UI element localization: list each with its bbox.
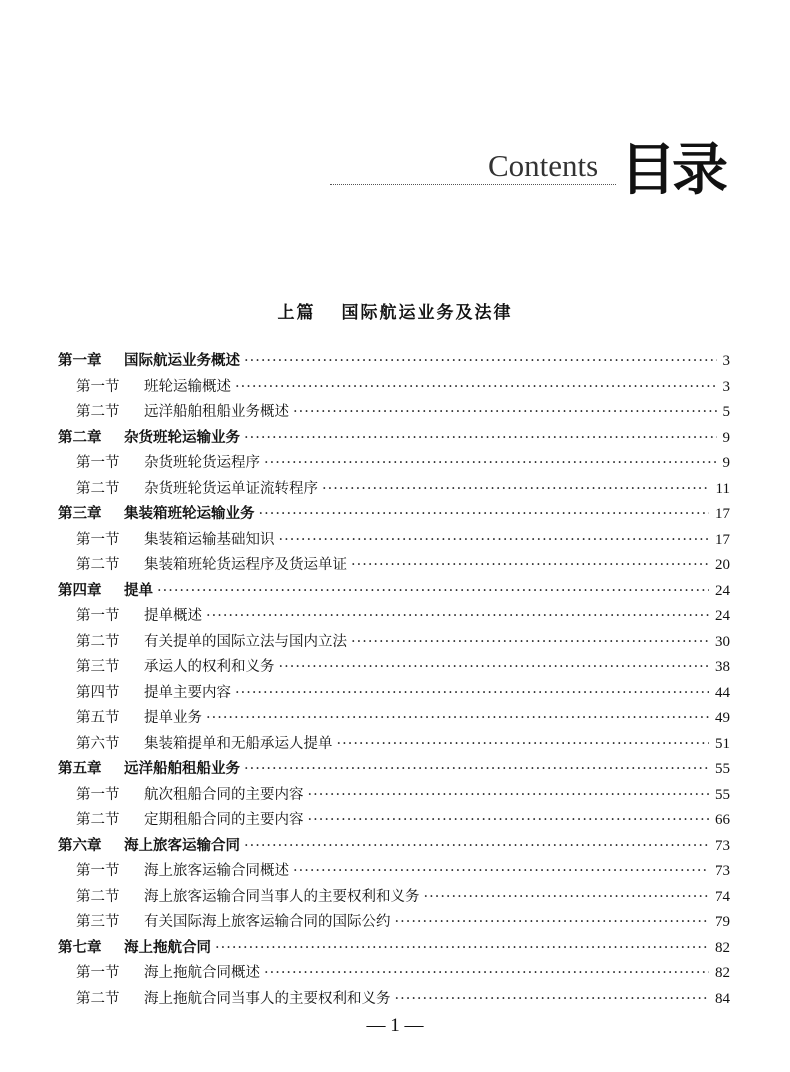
section-page-number: 55 bbox=[715, 786, 730, 803]
toc-section-entry[interactable] bbox=[58, 681, 730, 707]
chapter-page-number: 17 bbox=[715, 506, 730, 522]
part-name: 国际航运业务及法律 bbox=[341, 303, 513, 323]
chapter-page-number: 73 bbox=[715, 837, 730, 854]
dot-leader bbox=[293, 863, 709, 879]
section-title: 提单业务 bbox=[144, 710, 202, 726]
chapter-page-number: 82 bbox=[715, 939, 730, 956]
toc-section-entry[interactable] bbox=[58, 783, 730, 809]
toc-section-entry[interactable] bbox=[58, 375, 730, 401]
contents-word: Contents bbox=[488, 148, 599, 183]
section-page-number: 44 bbox=[715, 684, 730, 701]
dot-leader bbox=[337, 736, 710, 752]
section-number: 第一节 bbox=[76, 863, 120, 879]
dot-leader bbox=[244, 430, 717, 446]
toc-section-entry[interactable] bbox=[58, 655, 730, 681]
toc-chapter-entry[interactable] bbox=[58, 426, 730, 452]
section-number: 第六节 bbox=[76, 735, 120, 752]
toc-chapter-entry[interactable] bbox=[58, 502, 730, 528]
toc-section-entry[interactable] bbox=[58, 477, 730, 503]
section-title: 承运人的权利和义务 bbox=[144, 659, 275, 675]
toc-section-entry[interactable] bbox=[58, 706, 730, 732]
toc-section-entry[interactable] bbox=[58, 885, 730, 911]
dot-leader bbox=[244, 838, 709, 854]
section-title: 有关国际海上旅客运输合同的国际公约 bbox=[144, 914, 391, 930]
section-page-number: 82 bbox=[715, 965, 730, 981]
section-number: 第一节 bbox=[76, 786, 120, 803]
chapter-title: 海上拖航合同 bbox=[124, 939, 211, 956]
dot-leader bbox=[157, 583, 709, 599]
toc-section-entry[interactable] bbox=[58, 987, 730, 1013]
dot-leader bbox=[215, 940, 709, 956]
section-number: 第三节 bbox=[76, 914, 120, 930]
section-number: 第二节 bbox=[76, 404, 120, 420]
section-number: 第三节 bbox=[76, 659, 120, 675]
chapter-title: 远洋船舶租船业务 bbox=[124, 761, 240, 777]
toc-section-entry[interactable] bbox=[58, 732, 730, 758]
chapter-page-number: 9 bbox=[722, 429, 730, 446]
chapter-number: 第一章 bbox=[58, 353, 102, 369]
chapter-number: 第五章 bbox=[58, 761, 102, 777]
section-title: 集装箱班轮货运程序及货运单证 bbox=[144, 557, 347, 573]
chapter-title: 海上旅客运输合同 bbox=[124, 837, 240, 854]
section-number: 第一节 bbox=[76, 608, 120, 624]
toc-section-entry[interactable] bbox=[58, 528, 730, 554]
section-page-number: 30 bbox=[715, 633, 730, 650]
section-number: 第四节 bbox=[76, 684, 120, 701]
section-title: 集装箱运输基础知识 bbox=[144, 531, 275, 548]
toc-section-entry[interactable] bbox=[58, 961, 730, 987]
contents-header bbox=[330, 128, 730, 218]
section-title: 杂货班轮货运单证流转程序 bbox=[144, 480, 318, 497]
dot-leader bbox=[293, 404, 717, 420]
toc-section-entry[interactable] bbox=[58, 553, 730, 579]
chapter-page-number: 55 bbox=[715, 761, 730, 777]
section-page-number: 5 bbox=[722, 404, 730, 420]
dot-leader bbox=[206, 608, 709, 624]
section-page-number: 38 bbox=[715, 659, 730, 675]
section-page-number: 66 bbox=[715, 812, 730, 828]
section-page-number: 84 bbox=[715, 990, 730, 1007]
toc-heading: 目录 bbox=[620, 138, 724, 203]
section-title: 提单概述 bbox=[144, 608, 202, 624]
part-title bbox=[0, 298, 790, 323]
section-title: 提单主要内容 bbox=[144, 684, 231, 701]
section-number: 第二节 bbox=[76, 633, 120, 650]
section-number: 第二节 bbox=[76, 480, 120, 497]
section-title: 集装箱提单和无船承运人提单 bbox=[144, 735, 333, 752]
section-title: 远洋船舶租船业务概述 bbox=[144, 404, 289, 420]
toc-section-entry[interactable] bbox=[58, 808, 730, 834]
dot-leader bbox=[279, 659, 710, 675]
section-page-number: 51 bbox=[715, 735, 730, 752]
section-page-number: 11 bbox=[715, 480, 730, 497]
part-label: 上篇 bbox=[277, 303, 316, 323]
section-page-number: 24 bbox=[715, 608, 730, 624]
toc-section-entry[interactable] bbox=[58, 451, 730, 477]
chapter-number: 第六章 bbox=[58, 837, 102, 854]
toc-section-entry[interactable] bbox=[58, 910, 730, 936]
chapter-title: 集装箱班轮运输业务 bbox=[124, 506, 255, 522]
section-title: 杂货班轮货运程序 bbox=[144, 455, 260, 471]
chapter-page-number: 24 bbox=[715, 582, 730, 599]
chapter-number: 第二章 bbox=[58, 429, 102, 446]
dot-leader bbox=[244, 353, 717, 369]
section-title: 海上拖航合同当事人的主要权利和义务 bbox=[144, 990, 391, 1007]
dot-leader bbox=[424, 889, 710, 905]
dot-leader bbox=[351, 634, 709, 650]
chapter-title: 提单 bbox=[124, 582, 153, 599]
section-number: 第一节 bbox=[76, 378, 120, 395]
section-title: 班轮运输概述 bbox=[144, 378, 231, 395]
section-page-number: 9 bbox=[722, 455, 730, 471]
dot-leader bbox=[308, 812, 710, 828]
section-number: 第二节 bbox=[76, 557, 120, 573]
section-title: 海上拖航合同概述 bbox=[144, 965, 260, 981]
section-number: 第二节 bbox=[76, 990, 120, 1007]
dot-leader bbox=[308, 787, 710, 803]
dot-leader bbox=[264, 965, 709, 981]
chapter-number: 第七章 bbox=[58, 939, 102, 956]
dot-leader bbox=[395, 991, 710, 1007]
section-title: 航次租船合同的主要内容 bbox=[144, 786, 304, 803]
section-page-number: 20 bbox=[715, 557, 730, 573]
section-title: 海上旅客运输合同当事人的主要权利和义务 bbox=[144, 888, 420, 905]
section-number: 第一节 bbox=[76, 531, 120, 548]
section-number: 第五节 bbox=[76, 710, 120, 726]
section-page-number: 79 bbox=[715, 914, 730, 930]
chapter-title: 国际航运业务概述 bbox=[124, 353, 240, 369]
toc-section-entry[interactable] bbox=[58, 400, 730, 426]
dot-leader bbox=[235, 685, 709, 701]
toc-chapter-entry[interactable] bbox=[58, 579, 730, 605]
section-number: 第二节 bbox=[76, 812, 120, 828]
chapter-number: 第三章 bbox=[58, 506, 102, 522]
chapter-title: 杂货班轮运输业务 bbox=[124, 429, 240, 446]
chapter-page-number: 3 bbox=[722, 353, 730, 369]
toc-chapter-entry[interactable] bbox=[58, 936, 730, 962]
section-page-number: 73 bbox=[715, 863, 730, 879]
table-of-contents bbox=[58, 349, 730, 1012]
chapter-number: 第四章 bbox=[58, 582, 102, 599]
dot-leader bbox=[279, 532, 710, 548]
section-page-number: 49 bbox=[715, 710, 730, 726]
toc-chapter-entry[interactable] bbox=[58, 349, 730, 375]
dot-leader bbox=[264, 455, 717, 471]
toc-section-entry[interactable] bbox=[58, 604, 730, 630]
section-page-number: 74 bbox=[715, 888, 730, 905]
dot-leader bbox=[244, 761, 709, 777]
section-page-number: 17 bbox=[715, 531, 730, 548]
section-title: 定期租船合同的主要内容 bbox=[144, 812, 304, 828]
dot-leader bbox=[395, 914, 710, 930]
header-dotted-rule bbox=[330, 184, 616, 185]
dot-leader bbox=[351, 557, 709, 573]
section-title: 有关提单的国际立法与国内立法 bbox=[144, 633, 347, 650]
section-title: 海上旅客运输合同概述 bbox=[144, 863, 289, 879]
toc-chapter-entry[interactable] bbox=[58, 834, 730, 860]
section-number: 第一节 bbox=[76, 965, 120, 981]
dot-leader bbox=[322, 481, 710, 497]
toc-section-entry[interactable] bbox=[58, 630, 730, 656]
section-page-number: 3 bbox=[722, 378, 730, 395]
section-number: 第一节 bbox=[76, 455, 120, 471]
toc-chapter-entry[interactable] bbox=[58, 757, 730, 783]
dot-leader bbox=[259, 506, 710, 522]
dot-leader bbox=[206, 710, 709, 726]
toc-section-entry[interactable] bbox=[58, 859, 730, 885]
page-number: — 1 — bbox=[366, 1015, 424, 1036]
section-number: 第二节 bbox=[76, 888, 120, 905]
dot-leader bbox=[235, 379, 717, 395]
